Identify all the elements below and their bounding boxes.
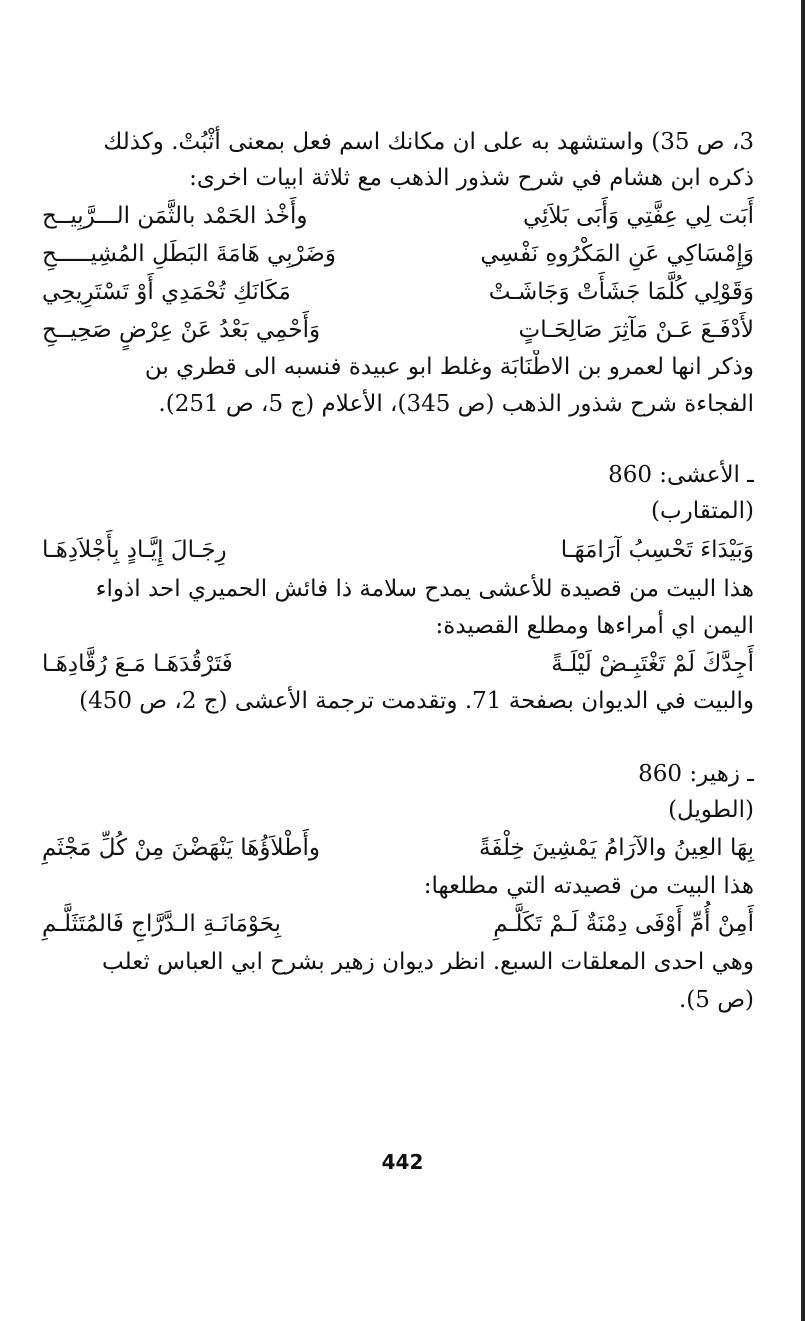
verse-hemistich-first: وَإِمْسَاكِي عَنِ المَكْرُوهِ نَفْسِي <box>480 241 754 267</box>
verse-line <box>42 532 754 568</box>
verse-hemistich-second: وَأَحْمِي بَعْدُ عَنْ عِرْضٍ صَحِيــحِ <box>42 317 321 343</box>
verse-hemistich-first: أَبَت لِي عِفَّتِي وَأَبَى بَلاَئِي <box>522 203 754 229</box>
text-line: (ص 5). <box>678 987 754 1013</box>
verse-line <box>42 906 754 942</box>
text-line: ذكره ابن هشام في شرح شذور الذهب مع ثلاثة ابيات اخرى: <box>189 165 754 191</box>
verse-hemistich-second: وأَخْذ الحَمْد بالثَّمَن الـــرَّبِيــح <box>42 203 308 229</box>
verse-hemistich-second: رِجَـالَ إِيَّـادٍ بِأَجْلاَدِهَـا <box>42 537 227 563</box>
section-heading: ـ زهير: 860 <box>638 761 754 787</box>
verse-hemistich-first: بِهَا العِينُ والآرَامُ يَمْشِينَ خِلْفَةً <box>478 835 754 861</box>
text-line: وذكر انها لعمرو بن الاطْنَابَة وغلط ابو عبيدة فنسبه الى قطري بن <box>144 354 754 380</box>
verse-hemistich-first: أَجِدَّكَ لَمْ تَغْتَبِـضْ لَيْلَـةً <box>551 651 754 677</box>
verse-hemistich-second: مَكَانَكِ تُحْمَدِي أَوْ تَسْتَرِيحِي <box>42 279 291 305</box>
verse-hemistich-second: وَضَرْبِي هَامَةَ البَطَلِ المُشِيـــــحِ <box>42 241 336 267</box>
verse-line <box>42 312 754 348</box>
verse-hemistich-second: وأَطْلاَؤُهَا يَنْهَضْنَ مِنْ كُلِّ مَجْثَمِ <box>42 835 321 861</box>
text-line: هذا البيت من قصيدة للأعشى يمدح سلامة ذا فائش الحميري احد اذواء <box>95 576 754 602</box>
verse-line <box>42 274 754 310</box>
section-heading: ـ الأعشى: 860 <box>608 462 754 488</box>
text-line: وهي احدى المعلقات السبع. انظر ديوان زهير بشرح ابي العباس ثعلب <box>102 949 754 975</box>
page-edge-border <box>801 0 805 1321</box>
verse-hemistich-first: أَمِنْ أُمِّ أَوْفَى دِمْنَةٌ لَـمْ تَكَلَّـمِ <box>493 911 754 937</box>
meter-label: (الطويل) <box>668 797 754 823</box>
text-line: هذا البيت من قصيدته التي مطلعها: <box>423 873 754 899</box>
verse-line <box>42 198 754 234</box>
page-number: 442 <box>381 1150 424 1174</box>
text-line: اليمن اي أمراءها ومطلع القصيدة: <box>435 613 754 639</box>
verse-line <box>42 236 754 272</box>
verse-hemistich-first: وَبَيْدَاءَ تَحْسِبُ آرَامَهَـا <box>560 537 754 563</box>
meter-label: (المتقارب) <box>651 498 754 524</box>
text-line: والبيت في الديوان بصفحة 71. وتقدمت ترجمة الأعشى (ج 2، ص 450) <box>79 688 754 714</box>
verse-hemistich-second: فَتَرْقُدَهَـا مَـعَ رُقَّادِهَـا <box>42 651 233 677</box>
verse-hemistich-first: وَقَوْلِي كُلَّمَا جَشَأَتْ وَجَاشَـتْ <box>488 279 754 305</box>
verse-hemistich-second: بِحَوْمَانَـةِ الـدَّرَّاجِ فَالمُتَثَلَّـمِ <box>42 911 281 937</box>
verse-hemistich-first: لأَدْفَـعَ عَـنْ مَآثِرَ صَالِحَـاتٍ <box>518 317 754 343</box>
verse-line <box>42 646 754 682</box>
text-line: 3، ص 35) واستشهد به على ان مكانك اسم فعل بمعنى أَثْبُتْ. وكذلك <box>103 129 754 155</box>
verse-line <box>42 830 754 866</box>
text-line: الفجاءة شرح شذور الذهب (ص 345)، الأعلام (ج 5، ص 251). <box>158 391 754 417</box>
